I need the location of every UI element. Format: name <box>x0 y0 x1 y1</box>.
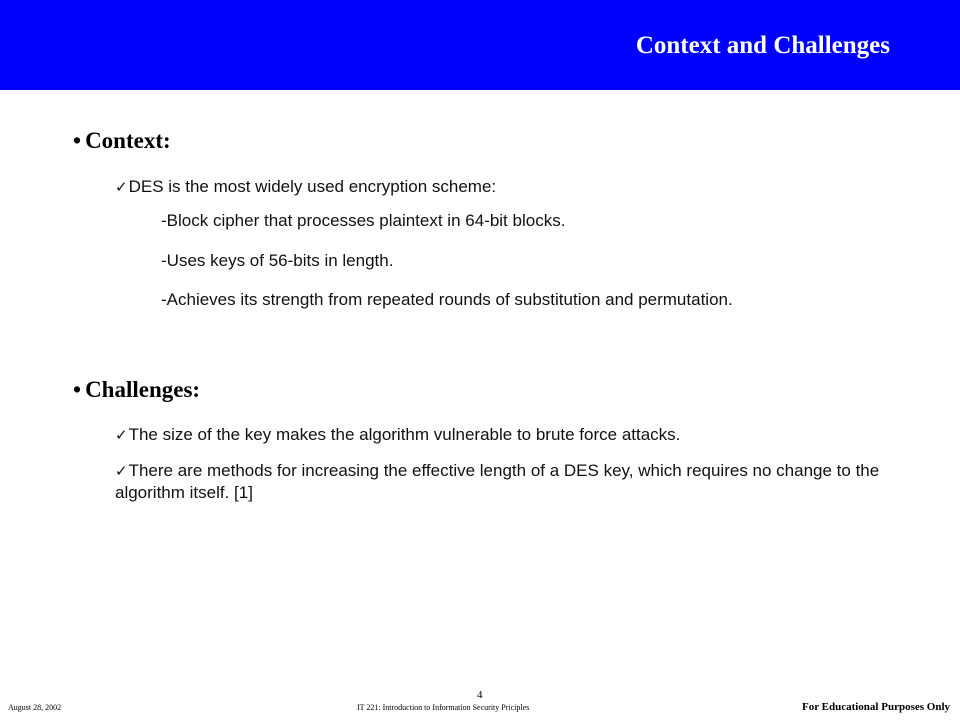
context-sub-item: -Uses keys of 56-bits in length. <box>161 251 394 270</box>
slide-title: Context and Challenges <box>635 32 890 59</box>
challenges-heading <box>73 377 200 403</box>
checkmark-icon: ✓ <box>115 427 128 444</box>
bullet-icon: • <box>73 377 82 402</box>
checkmark-icon: ✓ <box>115 179 128 196</box>
footer-course: IT 221: Introduction to Information Security Priciples <box>357 703 530 712</box>
footer-note: For Educational Purposes Only <box>801 701 950 713</box>
context-check-text: DES is the most widely used encryption scheme: <box>128 177 497 196</box>
context-check-item <box>115 176 905 198</box>
challenges-check-text: The size of the key makes the algorithm vulnerable to brute force attacks. <box>128 425 681 444</box>
challenges-check-item <box>115 460 905 503</box>
footer-date: August 28, 2002 <box>8 703 62 712</box>
bullet-icon: • <box>73 128 82 153</box>
context-sub-item: -Achieves its strength from repeated rounds of substitution and permutation. <box>161 290 733 309</box>
challenges-check-text: There are methods for increasing the effective length of a DES key, which requires no change to the algorithm itself. [1] <box>115 461 880 502</box>
page-number: 4 <box>477 689 483 701</box>
challenges-check-item <box>115 424 905 446</box>
challenges-heading-label: Challenges: <box>85 377 201 402</box>
context-heading-label: Context: <box>85 128 171 153</box>
context-heading <box>73 128 171 154</box>
context-sub-item: -Block cipher that processes plaintext in 64-bit blocks. <box>161 211 566 230</box>
checkmark-icon: ✓ <box>115 463 128 480</box>
